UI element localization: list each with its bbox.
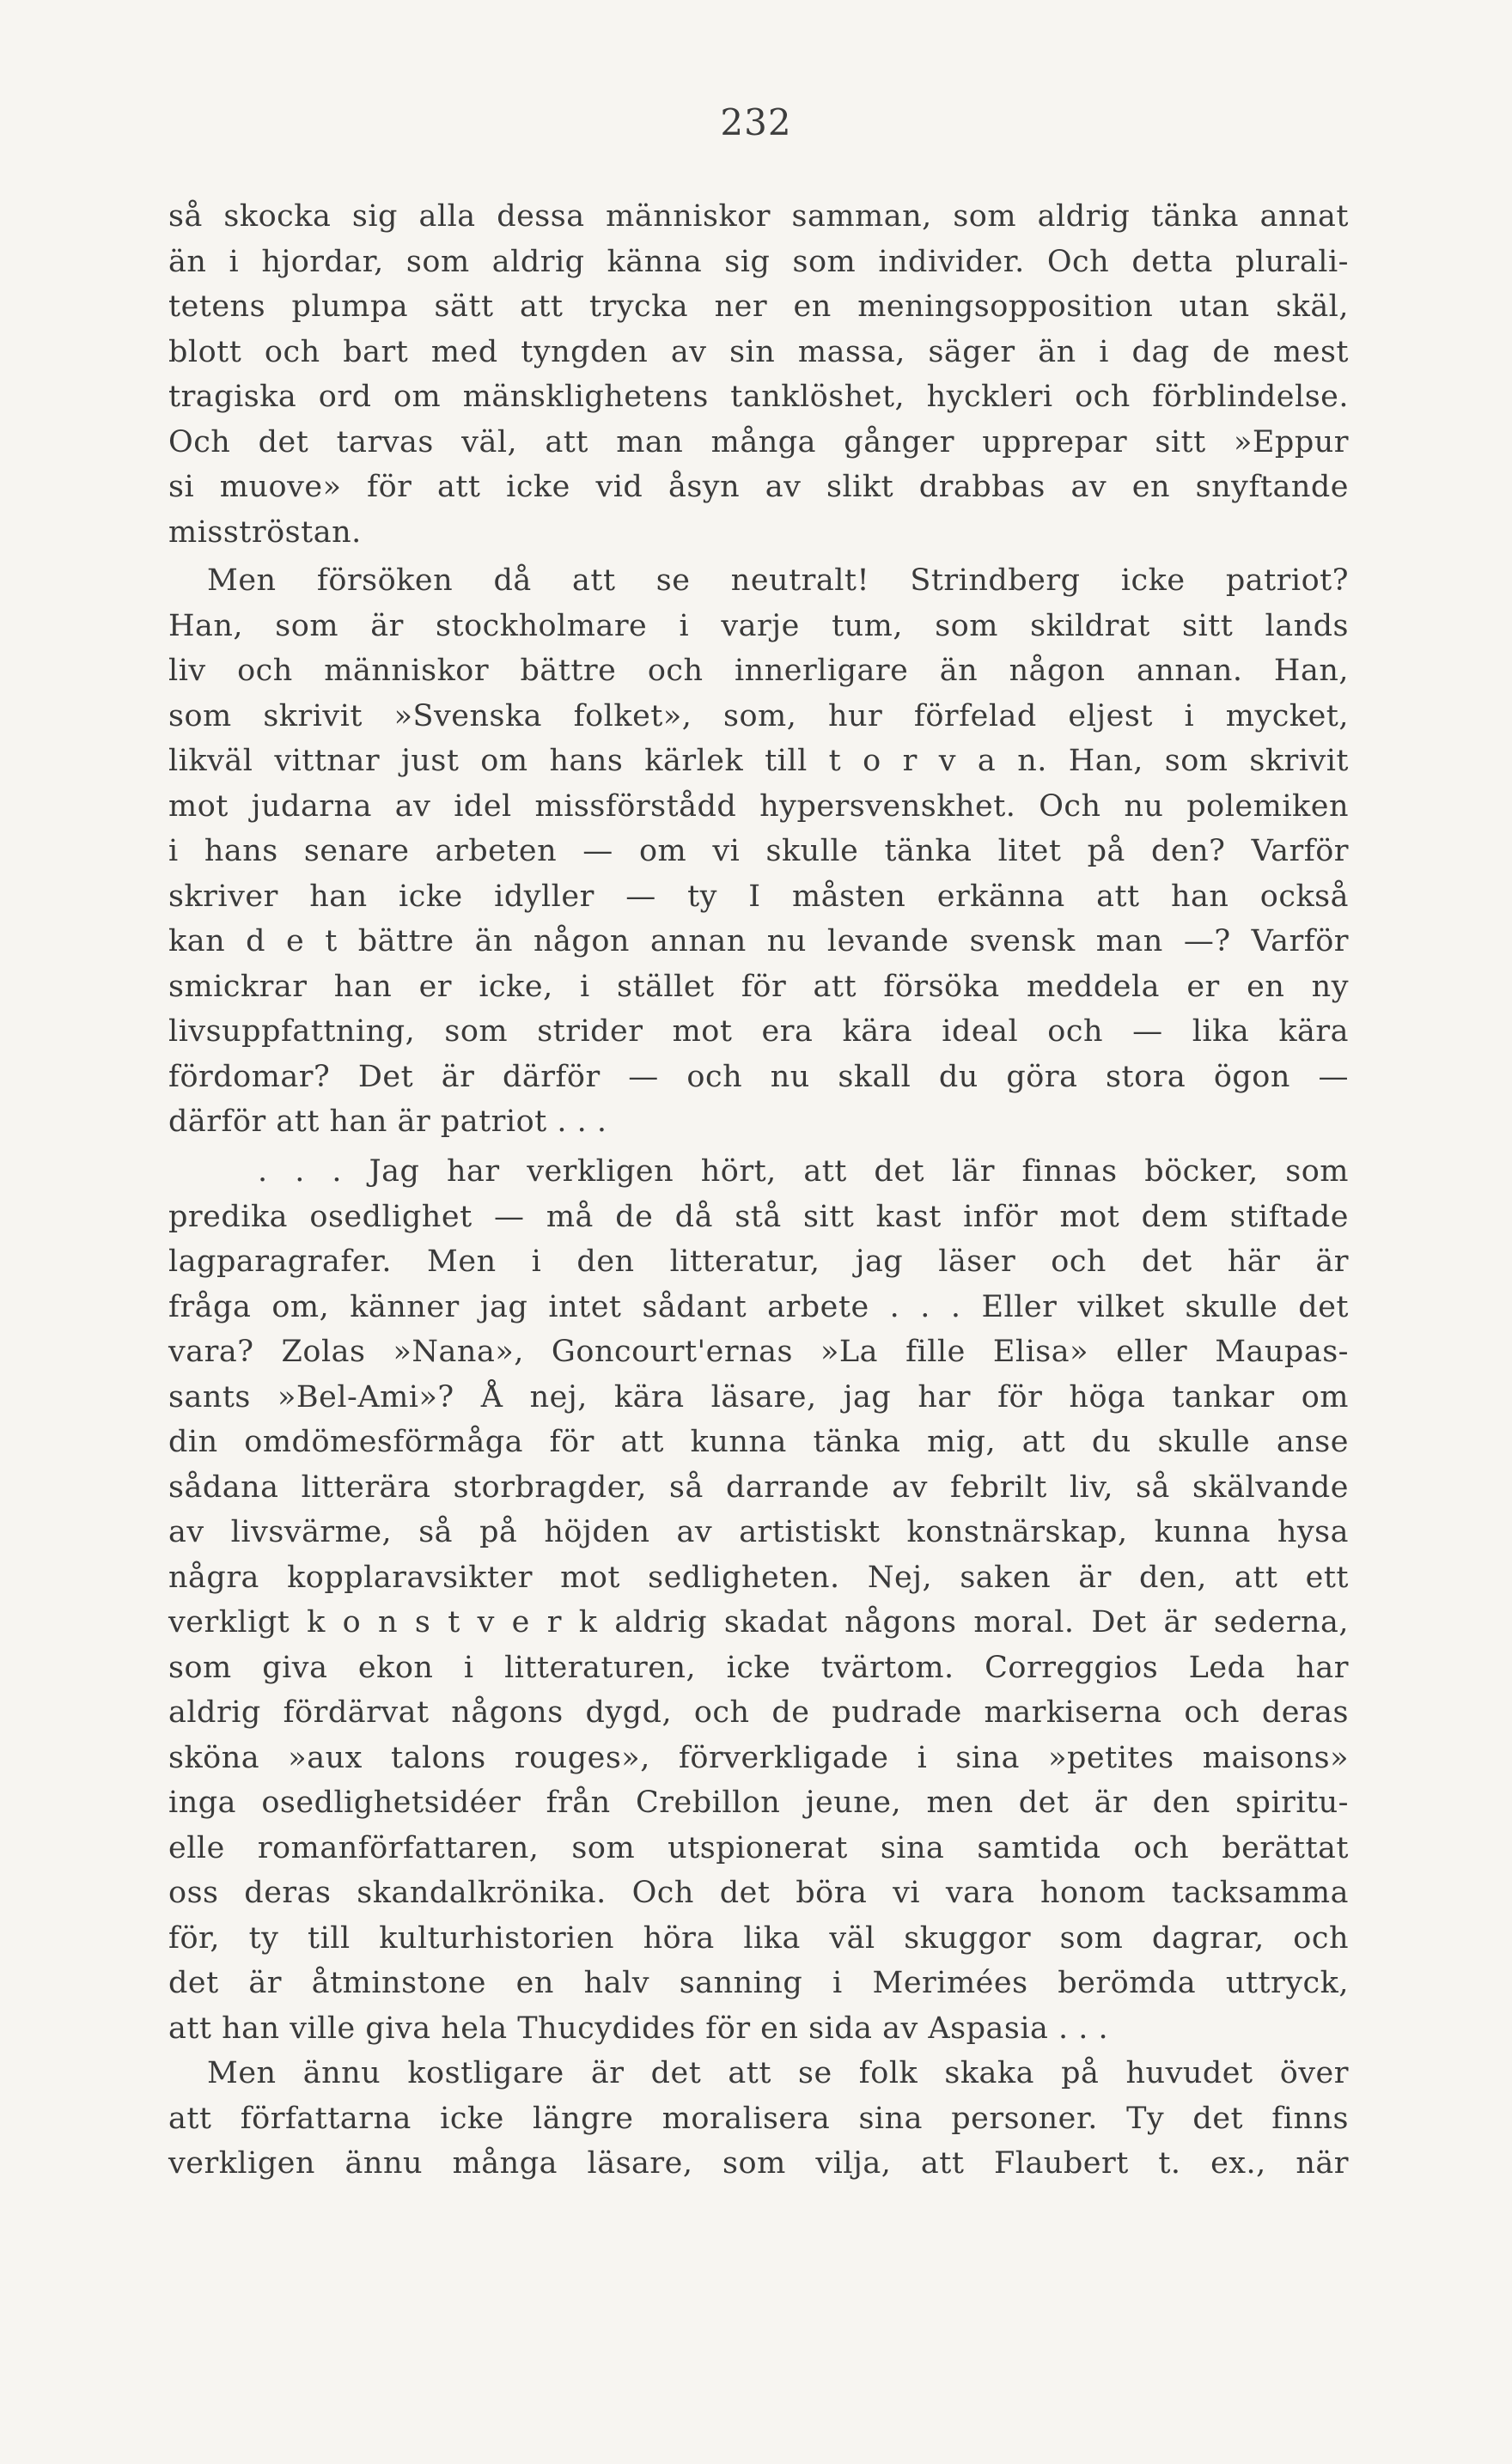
text-line: Han, som är stockholmare i varje tum, som skildrat sitt lands bbox=[168, 608, 1349, 643]
text-line: livsuppfattning, som strider mot era kära ideal och — lika kära bbox=[168, 1014, 1349, 1049]
text-line: liv och människor bättre och innerligare än någon annan. Han, bbox=[168, 654, 1349, 688]
text-line: verkligen ännu många läsare, som vilja, att Flaubert t. ex., när bbox=[168, 2146, 1349, 2181]
text-line: därför att han är patriot . . . bbox=[168, 1104, 607, 1139]
text-line: några kopplaravsikter mot sedligheten. Nej, saken är den, att ett bbox=[168, 1560, 1349, 1595]
text-line: som giva ekon i litteraturen, icke tvärtom. Correggios Leda har bbox=[168, 1650, 1349, 1685]
text-line: aldrig fördärvat någons dygd, och de pudrade markiserna och deras bbox=[168, 1695, 1349, 1730]
text-line: sådana litterära storbragder, så darrande av febrilt liv, så skälvande bbox=[168, 1469, 1349, 1505]
text-line: din omdömesförmåga för att kunna tänka mig, att du skulle anse bbox=[168, 1425, 1349, 1459]
text-line: Men ännu kostligare är det att se folk skaka på huvudet över bbox=[207, 2056, 1349, 2090]
text-line: . . . Jag har verkligen hört, att det lär finnas böcker, som bbox=[258, 1154, 1349, 1189]
text-line: oss deras skandalkrönika. Och det böra vi vara honom tacksamma bbox=[168, 1876, 1349, 1910]
text-line: tetens plumpa sätt att trycka ner en meningsopposition utan skäl, bbox=[168, 289, 1349, 324]
text-line: så skocka sig alla dessa människor samman, som aldrig tänka annat bbox=[168, 199, 1349, 234]
text-line: Men försöken då att se neutralt! Strindberg icke patriot? bbox=[207, 563, 1349, 598]
text-line: verkligt k o n s t v e r k aldrig skadat någons moral. Det är sederna, bbox=[168, 1605, 1349, 1640]
text-line: av livsvärme, så på höjden av artistiskt konstnärskap, kunna hysa bbox=[168, 1515, 1349, 1549]
text-line: som skrivit »Svenska folket», som, hur förfelad eljest i mycket, bbox=[168, 698, 1349, 733]
text-line: misströstan. bbox=[168, 514, 362, 550]
text-line: det är åtminstone en halv sanning i Merimées berömda uttryck, bbox=[168, 1966, 1349, 2000]
text-line: blott och bart med tyngden av sin massa, säger än i dag de mest bbox=[168, 334, 1349, 369]
text-line: i hans senare arbeten — om vi skulle tänka litet på den? Varför bbox=[168, 834, 1349, 868]
text-line: inga osedlighetsidéer från Crebillon jeune, men det är den spiritu- bbox=[168, 1786, 1349, 1820]
text-line: smickrar han er icke, i stället för att försöka meddela er en ny bbox=[168, 969, 1349, 1004]
text-line: mot judarna av idel missförstådd hypersvenskhet. Och nu polemiken bbox=[168, 788, 1349, 824]
paragraph-2 bbox=[168, 558, 1349, 1145]
text-line: att författarna icke längre moralisera sina personer. Ty det finns bbox=[168, 2101, 1349, 2136]
text-line: si muove» för att icke vid åsyn av slikt drabbas av en snyftande bbox=[168, 470, 1349, 504]
text-line: fråga om, känner jag intet sådant arbete . . . Eller vilket skulle det bbox=[168, 1289, 1349, 1324]
text-line: sants »Bel-Ami»? Å nej, kära läsare, jag har för höga tankar om bbox=[168, 1379, 1349, 1415]
text-line: predika osedlighet — må de då stå sitt kast inför mot dem stiftade bbox=[168, 1199, 1349, 1234]
text-line: tragiska ord om mänsklighetens tanklöshet, hyckleri och förblindelse. bbox=[168, 380, 1349, 414]
text-line: elle romanförfattaren, som utspionerat sina samtida och berättat bbox=[168, 1830, 1349, 1865]
text-line: vara? Zolas »Nana», Goncourt'ernas »La fille Elisa» eller Maupas- bbox=[168, 1335, 1349, 1369]
text-line: för, ty till kulturhistorien höra lika väl skuggor som dagrar, och bbox=[168, 1920, 1349, 1956]
text-line: kan d e t bättre än någon annan nu levande svensk man —? Varför bbox=[168, 924, 1349, 958]
text-line: sköna »aux talons rouges», förverkligade i sina »petites maisons» bbox=[168, 1740, 1349, 1775]
paragraph-3 bbox=[168, 1149, 1349, 2187]
text-line: skriver han icke idyller — ty I måsten erkänna att han också bbox=[168, 879, 1349, 914]
text-line: fördomar? Det är därför — och nu skall du göra stora ögon — bbox=[168, 1059, 1349, 1094]
text-line: lagparagrafer. Men i den litteratur, jag läser och det här är bbox=[168, 1244, 1349, 1279]
text-line: likväl vittnar just om hans kärlek till t o r v a n. Han, som skrivit bbox=[168, 744, 1349, 778]
text-line: att han ville giva hela Thucydides för en sida av Aspasia . . . bbox=[168, 2011, 1109, 2046]
page-number: 232 bbox=[720, 101, 792, 143]
text-line: Och det tarvas väl, att man många gånger upprepar sitt »Eppur bbox=[168, 424, 1349, 459]
text-line: än i hjordar, som aldrig känna sig som individer. Och detta plurali- bbox=[168, 244, 1349, 279]
paragraph-1 bbox=[168, 194, 1349, 555]
